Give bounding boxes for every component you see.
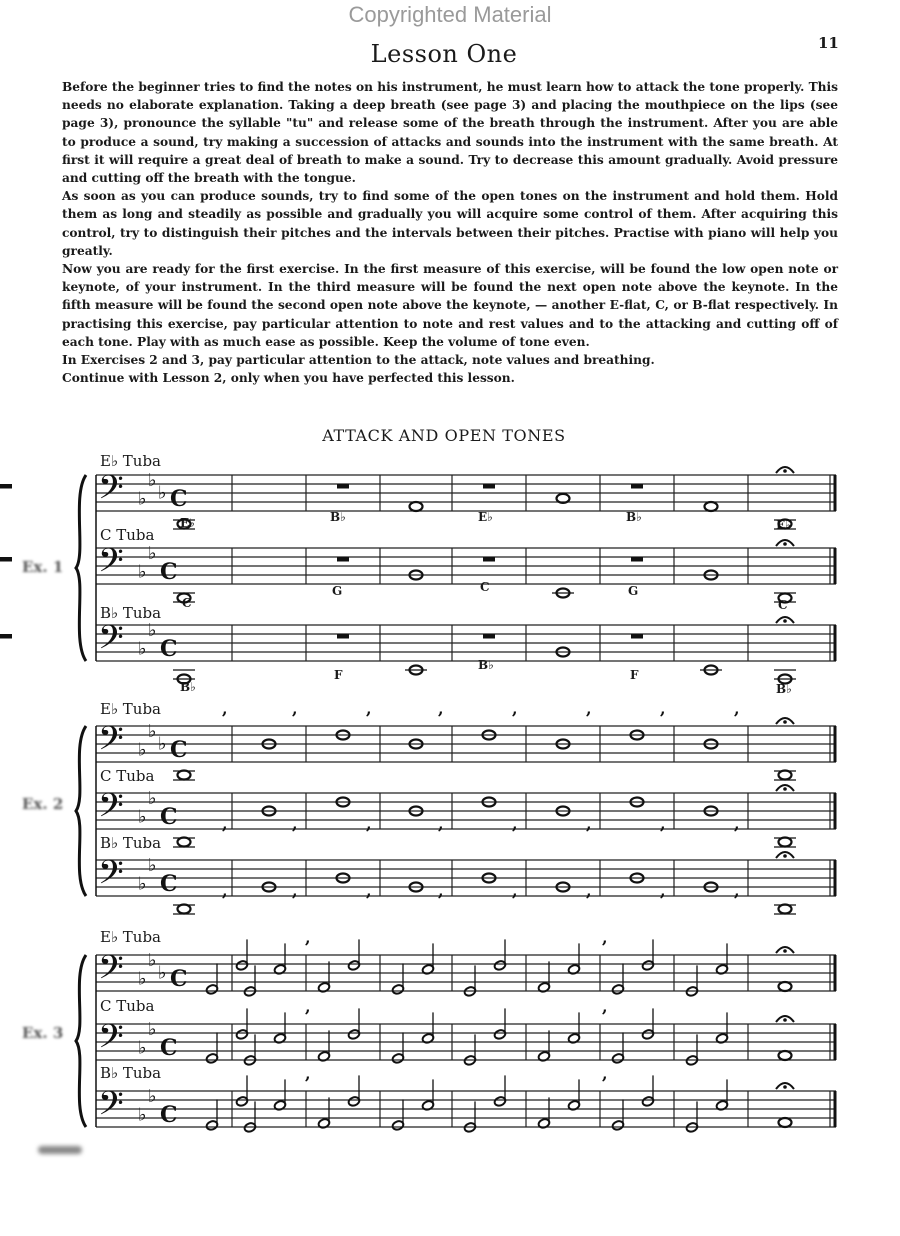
lesson-title: Lesson One (370, 40, 518, 68)
staff-label-c-tuba-ex1: C Tuba (100, 526, 155, 544)
system-brace (76, 726, 86, 896)
whole-note (779, 1118, 792, 1127)
time-signature: C (160, 1102, 178, 1128)
flat-sign: ♭ (148, 1018, 157, 1040)
note-name: C (182, 596, 192, 610)
breath-mark: , (222, 881, 228, 900)
staff-label-eb-tuba-ex3: E♭ Tuba (100, 928, 162, 946)
note-name: F (630, 668, 639, 682)
flat-sign: ♭ (138, 968, 147, 990)
note-name: B♭ (180, 680, 196, 694)
flat-sign: ♭ (148, 619, 157, 641)
breath-mark: , (438, 814, 444, 833)
whole-rest (483, 557, 495, 562)
breath-mark: , (602, 928, 608, 947)
flat-sign: ♭ (138, 561, 147, 583)
whole-rest (483, 484, 495, 489)
whole-rest (631, 484, 643, 489)
bass-clef: 𝄢 (98, 619, 124, 665)
breath-mark: , (734, 699, 740, 718)
note-name: E♭ (776, 518, 791, 532)
note-name: B♭ (626, 510, 642, 524)
breath-mark: , (366, 699, 372, 718)
system-brace (76, 955, 86, 1127)
paragraph-continue: Continue with Lesson 2, only when you have perfected this lesson. (62, 371, 515, 386)
whole-note (178, 838, 191, 847)
flat-sign: ♭ (148, 854, 157, 876)
flat-sign: ♭ (138, 739, 147, 761)
flat-sign: ♭ (158, 733, 167, 755)
note-name: B♭ (776, 682, 792, 696)
breath-mark: , (734, 814, 740, 833)
bass-clef: 𝄢 (98, 542, 124, 588)
bass-clef: 𝄢 (98, 949, 124, 995)
whole-note (779, 838, 792, 847)
note-name: C (778, 598, 788, 612)
whole-note (178, 905, 191, 914)
breath-mark: , (222, 814, 228, 833)
breath-mark: , (660, 881, 666, 900)
whole-rest (0, 557, 12, 562)
flat-sign: ♭ (138, 1104, 147, 1126)
note-name: G (332, 584, 343, 598)
fermata-dot (783, 1018, 787, 1022)
breath-mark: , (586, 881, 592, 900)
staff-label-bb-tuba-ex3: B♭ Tuba (100, 1064, 162, 1082)
flat-sign: ♭ (148, 1085, 157, 1107)
whole-note (779, 905, 792, 914)
whole-note (410, 502, 423, 511)
note-name: G (628, 584, 639, 598)
flat-sign: ♭ (138, 1037, 147, 1059)
fermata-dot (783, 787, 787, 791)
whole-rest (631, 557, 643, 562)
breath-mark: , (660, 699, 666, 718)
exercise-tag-1: Ex. 1 (22, 558, 64, 576)
whole-note (779, 982, 792, 991)
whole-note (178, 594, 191, 603)
time-signature: C (160, 1035, 178, 1061)
flat-sign: ♭ (148, 787, 157, 809)
paragraph-first-exercise: Now you are ready for the first exercise. In the first measure of this exercise, will be found the low open note or keynote, of your instrument. In the third measure will be found the next open note above the keynote. In the fifth measure will be found the second open note above the keynote, — another E-flat, C, or B-flat respectively. In practising this exercise, pay particular attention to note and rest values and to the attacking and cutting off of each tone. Play with as much ease as possible. Keep the volume of tone even. (62, 262, 838, 349)
paragraph-exercises-2-3: In Exercises 2 and 3, pay particular attention to the attack, note values and breathing. (62, 353, 655, 368)
system-brace (76, 475, 86, 661)
flat-sign: ♭ (158, 962, 167, 984)
bass-clef: 𝄢 (98, 787, 124, 833)
flat-sign: ♭ (138, 488, 147, 510)
flat-sign: ♭ (148, 720, 157, 742)
whole-note (779, 771, 792, 780)
whole-note (178, 771, 191, 780)
whole-rest (0, 634, 12, 639)
breath-mark: , (292, 881, 298, 900)
breath-mark: , (602, 1064, 608, 1083)
breath-mark: , (602, 997, 608, 1016)
note-name: F (334, 668, 343, 682)
fermata-dot (783, 949, 787, 953)
staff-label-eb-tuba-ex1: E♭ Tuba (100, 452, 162, 470)
note-name: B♭ (330, 510, 346, 524)
time-signature: C (170, 486, 188, 512)
staff-label-c-tuba-ex3: C Tuba (100, 997, 155, 1015)
breath-mark: , (305, 1064, 311, 1083)
fermata-dot (783, 542, 787, 546)
breath-mark: , (512, 881, 518, 900)
staff-label-eb-tuba-ex2: E♭ Tuba (100, 700, 162, 718)
whole-rest (483, 634, 495, 639)
flat-sign: ♭ (158, 482, 167, 504)
fermata-dot (783, 854, 787, 858)
time-signature: C (170, 966, 188, 992)
note-name: E♭ (478, 510, 493, 524)
note-name: C (480, 580, 490, 594)
bass-clef: 𝄢 (98, 1085, 124, 1131)
note-name: E♭ (180, 516, 195, 530)
whole-note (705, 502, 718, 511)
breath-mark: , (292, 699, 298, 718)
whole-rest (337, 634, 349, 639)
whole-note (178, 520, 191, 529)
fermata-dot (783, 720, 787, 724)
staff-label-c-tuba-ex2: C Tuba (100, 767, 155, 785)
time-signature: C (160, 804, 178, 830)
breath-mark: , (305, 997, 311, 1016)
flat-sign: ♭ (148, 949, 157, 971)
breath-mark: , (438, 699, 444, 718)
bass-clef: 𝄢 (98, 854, 124, 900)
fermata-dot (783, 1085, 787, 1089)
breath-mark: , (660, 814, 666, 833)
section-title: ATTACK AND OPEN TONES (322, 426, 566, 445)
bass-clef: 𝄢 (98, 469, 124, 515)
breath-mark: , (222, 699, 228, 718)
bass-clef: 𝄢 (98, 720, 124, 766)
time-signature: C (160, 559, 178, 585)
paragraph-attack: Before the beginner tries to find the notes on his instrument, he must learn how to attack the tone properly. This needs no elaborate explanation. Taking a deep breath (see page 3) and placing the mouthpiece on the lips (see page 3), pronounce the syllable "tu" and release some of the breath through the instrument. After you are able to produce a sound, try making a succession of attacks and sounds into the instrument with the same breath. At first it will require a great deal of breath to make a sound. Try to decrease this amount gradually. Avoid pressure and cutting off the breath with the tongue. (62, 80, 838, 186)
breath-mark: , (586, 814, 592, 833)
whole-rest (631, 634, 643, 639)
time-signature: C (160, 636, 178, 662)
breath-mark: , (512, 699, 518, 718)
breath-mark: , (512, 814, 518, 833)
time-signature: C (170, 737, 188, 763)
flat-sign: ♭ (138, 806, 147, 828)
breath-mark: , (366, 814, 372, 833)
breath-mark: , (734, 881, 740, 900)
breath-mark: , (305, 928, 311, 947)
copyright-watermark: Copyrighted Material (348, 2, 552, 27)
breath-mark: , (366, 881, 372, 900)
staff-label-bb-tuba-ex2: B♭ Tuba (100, 834, 162, 852)
exercise-tag-2: Ex. 2 (22, 795, 64, 813)
exercise-tag-3: Ex. 3 (22, 1024, 64, 1042)
breath-mark: , (438, 881, 444, 900)
bass-clef: 𝄢 (98, 1018, 124, 1064)
page-number: 11 (818, 34, 839, 52)
whole-rest (0, 484, 12, 489)
breath-mark: , (586, 699, 592, 718)
time-signature: C (160, 871, 178, 897)
whole-rest (337, 557, 349, 562)
fermata-dot (783, 469, 787, 473)
flat-sign: ♭ (138, 638, 147, 660)
whole-rest (337, 484, 349, 489)
note-name: B♭ (478, 658, 494, 672)
whole-note (779, 1051, 792, 1060)
fermata-dot (783, 619, 787, 623)
flat-sign: ♭ (148, 469, 157, 491)
flat-sign: ♭ (138, 873, 147, 895)
staff-label-bb-tuba-ex1: B♭ Tuba (100, 604, 162, 622)
breath-mark: , (292, 814, 298, 833)
whole-note (779, 594, 792, 603)
flat-sign: ♭ (148, 542, 157, 564)
whole-note (779, 520, 792, 529)
paragraph-open-tones: As soon as you can produce sounds, try to find some of the open tones on the instrument and hold them. Hold them as long and steadily as possible and gradually you will acquire some control of them. After acquiring this control, try to distinguish their pitches and the intervals between their pitches. Practise with piano will help you greatly. (62, 189, 838, 258)
